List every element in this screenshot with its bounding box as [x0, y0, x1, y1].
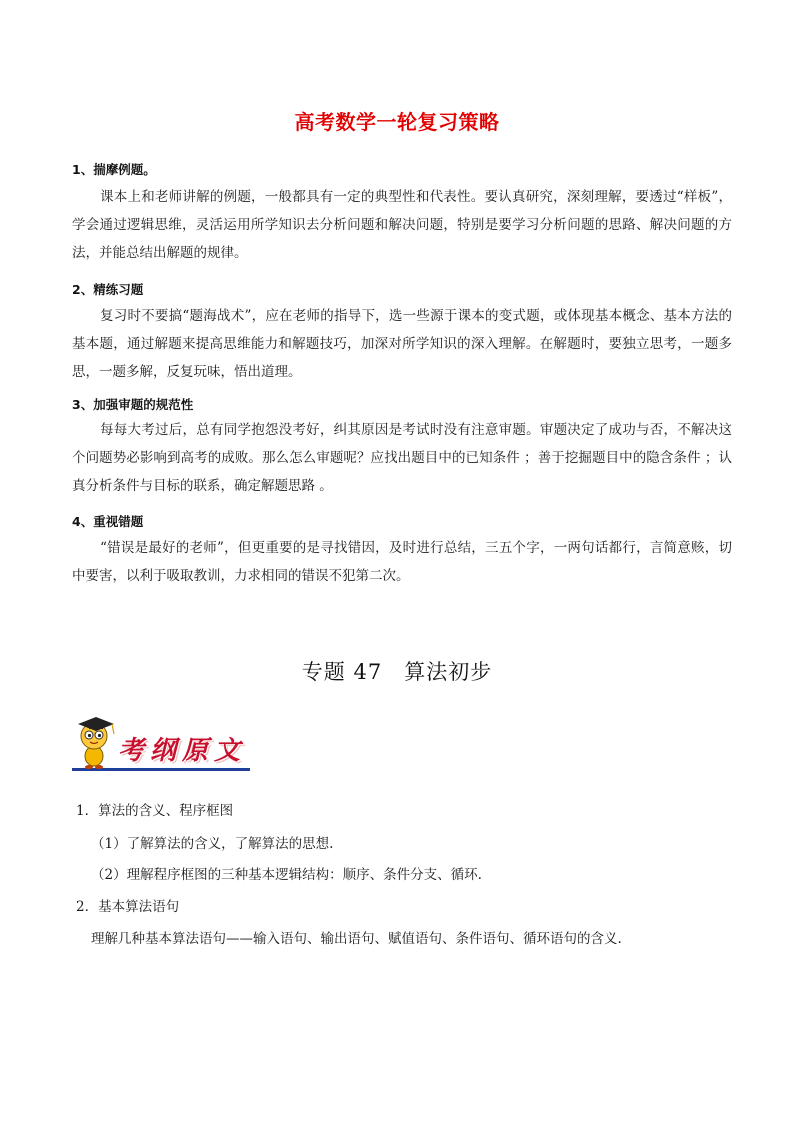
section-1-heading: 1、揣摩例题。 [72, 162, 156, 177]
syllabus-item-1-sub-1: （1）了解算法的含义，了解算法的思想. [91, 836, 334, 852]
section-2-heading: 2、精练习题 [72, 282, 144, 297]
section-2-body: 复习时不要搞“题海战术”，应在老师的指导下，选一些源于课本的变式题，或体现基本概念、基本方法的基本题，通过解题来提高思维能力和解题技巧，加深对所学知识的深入理解。在解题时，要独立思考，一题多思，一题多解，反复玩味，悟出道理。 [72, 308, 732, 380]
section-4-heading: 4、重视错题 [72, 514, 144, 529]
section-4-body: “错误是最好的老师”，但更重要的是寻找错因，及时进行总结，三五个字，一两句话都行，言简意赅，切中要害，以利于吸取教训，力求相同的错误不犯第二次。 [72, 540, 732, 584]
syllabus-banner [70, 712, 252, 774]
banner-text: 考纲原文 [118, 736, 247, 766]
section-3-heading: 3、加强审题的规范性 [72, 397, 194, 412]
section-3-body: 每每大考过后，总有同学抱怨没考好，纠其原因是考试时没有注意审题。审题决定了成功与否，不解决这个问题势必影响到高考的成败。那么怎么审题呢？应找出题目中的已知条件 ；善于挖掘题目中的隐含条件 ；认真分析条件与目标的联系，确定解题思路 。 [72, 422, 732, 494]
main-title: 高考数学一轮复习策略 [294, 110, 500, 134]
topic-title: 专题 47 算法初步 [301, 660, 493, 684]
syllabus-item-2-body: 理解几种基本算法语句——输入语句、输出语句、赋值语句、条件语句、循环语句的含义. [91, 931, 622, 947]
syllabus-item-2: 2．基本算法语句 [76, 899, 180, 915]
syllabus-item-1-sub-2: （2）理解程序框图的三种基本逻辑结构：顺序、条件分支、循环. [91, 867, 482, 883]
section-1-body: 课本上和老师讲解的例题，一般都具有一定的典型性和代表性。要认真研究，深刻理解，要透过“样板”，学会通过逻辑思维，灵活运用所学知识去分析问题和解决问题，特别是要学习分析问题的思路、解决问题的方法，并能总结出解题的规律。 [72, 189, 732, 261]
syllabus-item-1: 1．算法的含义、程序框图 [76, 803, 234, 819]
